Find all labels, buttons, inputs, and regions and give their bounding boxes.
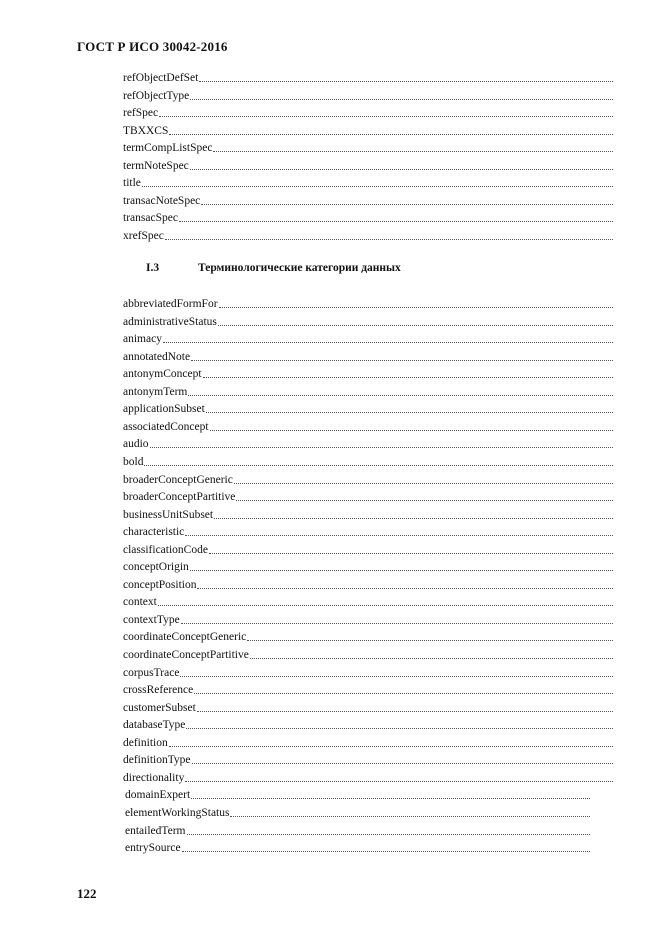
entry-term: definitionType [123,754,191,767]
dot-leader [187,834,591,835]
toc-entry [123,716,613,732]
toc-entry [123,400,613,416]
toc-entry [123,157,613,173]
dot-leader [236,500,613,501]
dot-leader [188,395,613,396]
toc-entry [123,122,613,138]
section-heading [146,262,401,274]
dot-leader [219,307,613,308]
entry-term: refObjectType [123,89,190,102]
entry-term: broaderConceptPartitive [123,491,236,504]
dot-leader [169,134,613,135]
entry-term: refObjectDefSet [123,72,199,84]
toc-entry [123,558,613,574]
entry-term: classificationCode [123,543,208,556]
toc-entry [123,664,613,680]
entry-term: entrySource [125,842,181,855]
toc-entry [123,365,613,381]
toc-entry [123,593,613,609]
dot-leader [190,570,613,571]
dot-leader [214,518,613,519]
entry-term: databaseType [123,719,186,732]
dot-leader [191,798,590,799]
dot-leader [185,535,613,536]
dot-leader [250,658,613,659]
entry-term: broaderConceptGeneric [123,473,233,486]
entry-term: annotatedNote [123,350,191,363]
dot-leader [192,763,613,764]
toc-entry [123,699,613,715]
entry-term: entailedTerm [125,824,186,837]
dot-leader [163,342,613,343]
dot-leader [165,239,613,240]
toc-entry [123,192,613,208]
toc-entry [125,804,590,820]
toc-entry [123,330,613,346]
dot-leader [190,169,613,170]
entry-term: animacy [123,333,162,346]
section-number: I.3 [146,262,160,274]
toc-entry [123,87,613,103]
toc-entry [123,769,613,785]
entry-term: refSpec [123,107,159,120]
toc-entry [123,611,613,627]
entry-term: associatedConcept [123,420,209,433]
toc-entry [123,383,613,399]
entry-term: characteristic [123,526,185,539]
entry-term: antonymTerm [123,385,188,398]
toc-entry [123,174,613,190]
toc-entry [123,348,613,364]
toc-entry [123,453,613,469]
entry-term: domainExpert [125,789,191,802]
dot-leader [158,605,613,606]
dot-leader [213,151,613,152]
dot-leader [197,711,613,712]
dot-leader [206,412,613,413]
dot-leader [159,116,613,117]
entry-term: conceptPosition [123,578,197,591]
section-title: Терминологические категории данных [198,262,401,274]
entry-term: abbreviatedFormFor [123,298,218,310]
entry-term: businessUnitSubset [123,508,214,521]
dot-leader [150,447,613,448]
toc-entry [123,104,613,120]
dot-leader [234,483,613,484]
toc-entry [123,313,613,329]
toc-entry [123,646,613,662]
entry-term: crossReference [123,684,194,697]
toc-entry [123,139,613,155]
dot-leader [180,676,613,677]
dot-leader [181,623,613,624]
dot-leader [185,781,613,782]
entry-term: audio [123,438,149,451]
entry-term: definition [123,736,168,749]
dot-leader [230,816,590,817]
toc-entry [123,227,613,243]
dot-leader [203,377,613,378]
toc-entry [123,628,613,644]
dot-leader [194,693,613,694]
document-header: ГОСТ Р ИСО 30042-2016 [77,39,228,54]
entry-term: customerSubset [123,701,196,714]
entry-term: context [123,596,157,609]
toc-entry [123,471,613,487]
toc-entry [123,576,613,592]
entry-term: termNoteSpec [123,159,189,172]
dot-leader [144,465,613,466]
toc-entry [123,488,613,504]
toc-entry [123,295,613,311]
dot-leader [201,204,613,205]
entry-term: transacSpec [123,212,178,225]
dot-leader [247,640,613,641]
entry-term: corpusTrace [123,666,180,679]
page-number: 122 [77,886,97,901]
dot-leader [169,746,613,747]
dot-leader [218,325,613,326]
toc-entry [123,541,613,557]
toc-entry [125,822,590,838]
entry-term: TBXXCS [123,124,169,137]
toc-entry [123,681,613,697]
entry-term: elementWorkingStatus [125,806,230,819]
toc-entry [123,209,613,225]
dot-leader [142,186,613,187]
dot-leader [210,430,613,431]
toc-entry [123,418,613,434]
entry-term: termCompListSpec [123,142,213,155]
entry-term: xrefSpec [123,229,164,242]
entry-term: coordinateConceptPartitive [123,649,249,661]
entry-term: transacNoteSpec [123,194,201,207]
dot-leader [209,553,613,554]
toc-entry [123,69,613,85]
dot-leader [179,221,613,222]
toc-entry [125,839,590,855]
toc-entry [123,506,613,522]
toc-entry [125,786,590,802]
toc-entry [123,734,613,750]
toc-entry [123,523,613,539]
dot-leader [191,360,613,361]
entry-term: contextType [123,613,180,626]
entry-term: title [123,177,141,190]
dot-leader [182,851,590,852]
toc-entry [123,435,613,451]
entry-term: directionality [123,771,185,784]
dot-leader [186,728,613,729]
entry-term: bold [123,455,144,468]
entry-term: antonymConcept [123,368,202,381]
toc-entry [123,751,613,767]
entry-term: administrativeStatus [123,315,217,328]
entry-term: conceptOrigin [123,561,189,574]
dot-leader [199,81,613,82]
entry-term: coordinateConceptGeneric [123,631,247,644]
entry-term: applicationSubset [123,403,205,416]
dot-leader [190,99,613,100]
dot-leader [197,588,613,589]
